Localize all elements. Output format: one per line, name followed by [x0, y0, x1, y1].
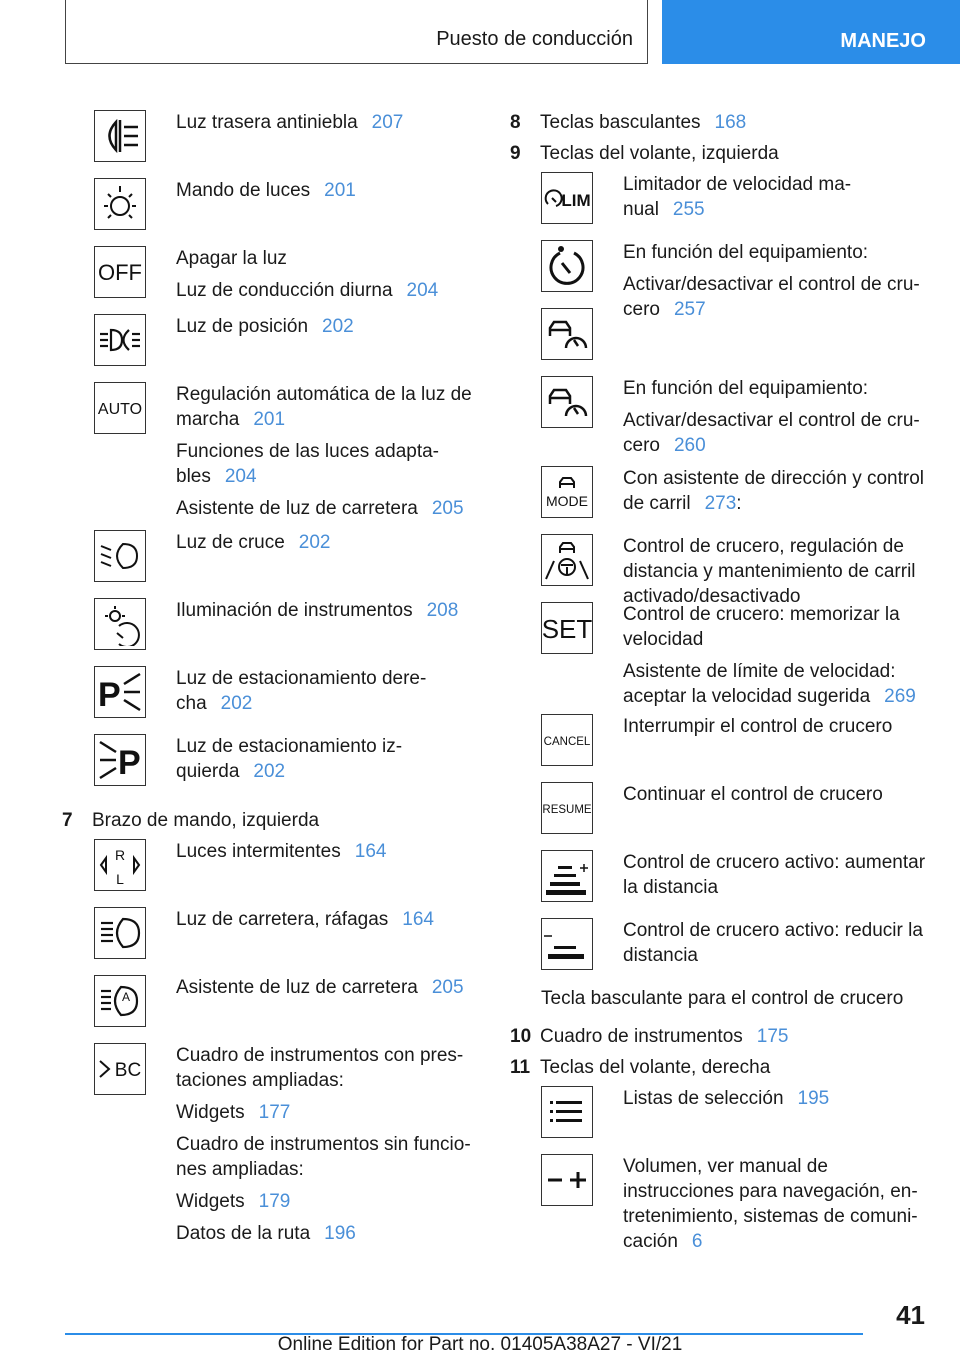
- list-item: [62, 178, 487, 246]
- item-label: Widgets: [176, 1191, 245, 1212]
- item-number: 11: [510, 1057, 531, 1078]
- rear-fog-light-icon: [94, 110, 146, 162]
- item-label: nual: [623, 199, 659, 220]
- list-item: MODE Con asistente de dirección y control de carril 273:: [510, 466, 940, 534]
- mode-icon: [541, 466, 593, 518]
- bc-icon: [94, 1043, 146, 1095]
- lane-keeping-icon: [541, 534, 593, 586]
- item-label: Luz trasera antiniebla: [176, 112, 358, 133]
- resume-icon: [541, 782, 593, 834]
- list-item: [510, 850, 940, 918]
- item-label: cación: [623, 1231, 678, 1252]
- list-item: [510, 714, 940, 782]
- page-reference-link[interactable]: 257: [673, 299, 706, 320]
- item-label: distancia y mantenimiento de carril: [623, 561, 916, 582]
- item-label: distancia: [623, 945, 698, 966]
- item-label: Continuar el control de crucero: [623, 784, 883, 805]
- cancel-icon: [541, 714, 593, 766]
- list-item: [510, 110, 940, 135]
- list-item: [62, 530, 487, 598]
- item-label: Luz de estacionamiento iz-quierda: [176, 736, 403, 782]
- list-item: [510, 602, 940, 714]
- item-label: Asistente de luz de carretera: [176, 977, 418, 998]
- page-reference-link[interactable]: 202: [220, 693, 253, 714]
- list-item: [510, 782, 940, 850]
- list-item: [510, 1024, 940, 1049]
- list-item: [62, 839, 487, 907]
- page-reference-link[interactable]: 168: [714, 112, 747, 133]
- rocker-caption: Tecla basculante para el control de crucero: [541, 988, 904, 1009]
- left-column: [62, 110, 487, 1253]
- icon-text: MODE: [546, 493, 588, 509]
- list-item: [510, 141, 940, 166]
- item-label: Luz de conducción diurna: [176, 280, 393, 301]
- item-label: Iluminación de instrumentos: [176, 600, 413, 621]
- item-label: cero: [623, 435, 660, 456]
- item-label: tretenimiento, sistemas de comuni-: [623, 1206, 918, 1227]
- list-item: [510, 918, 940, 976]
- item-label: Listas de selección: [623, 1088, 784, 1109]
- item-number: 10: [510, 1026, 532, 1047]
- chapter-tab: MANEJO: [662, 0, 960, 64]
- off-icon: [94, 246, 146, 298]
- parking-light-left-icon: [94, 734, 146, 786]
- page-reference-link[interactable]: 164: [354, 841, 387, 862]
- item-label: Teclas basculantes: [540, 112, 701, 133]
- page-reference-link[interactable]: 201: [253, 409, 286, 430]
- item-label: la distancia: [623, 877, 719, 898]
- low-beam-icon: [94, 530, 146, 582]
- page-reference-link[interactable]: 208: [426, 600, 459, 621]
- auto-icon: [94, 382, 146, 434]
- item-label: Asistente de límite de velocidad:: [623, 661, 896, 682]
- list-item: [62, 382, 487, 530]
- set-icon: [541, 602, 593, 654]
- list-item: [510, 1086, 940, 1154]
- instrument-lighting-icon: [94, 598, 146, 650]
- light-switch-icon: [94, 178, 146, 230]
- item-label: Regulación automática de la luz de marcha: [176, 384, 472, 430]
- list-item: [510, 1154, 940, 1254]
- high-beam-icon: [94, 907, 146, 959]
- item-label: Asistente de luz de carretera: [176, 498, 418, 519]
- page-reference-link[interactable]: 204: [406, 280, 439, 301]
- list-item: [510, 1055, 940, 1080]
- page-reference-link[interactable]: 201: [324, 180, 356, 201]
- item-number: 7: [62, 810, 73, 831]
- page-reference-link[interactable]: 205: [431, 498, 464, 519]
- svg-text:P: P: [118, 744, 141, 782]
- right-column: [510, 110, 940, 1254]
- parking-light-right-icon: [94, 666, 146, 718]
- item-label: Teclas del volante, derecha: [540, 1057, 771, 1078]
- list-item: [62, 246, 487, 314]
- item-label: Control de crucero activo: aumentar: [623, 852, 926, 873]
- icon-text: A: [121, 990, 131, 1004]
- item-label: cero: [623, 299, 660, 320]
- item-number: 9: [510, 143, 521, 164]
- page-reference-link[interactable]: 205: [431, 977, 464, 998]
- page-reference-link[interactable]: 204: [224, 466, 257, 487]
- turn-signal-icon: [94, 839, 146, 891]
- list-item: [510, 534, 940, 607]
- item-label: Cuadro de instrumentos con pres-taciones ampliadas:: [176, 1045, 464, 1091]
- page-reference-link[interactable]: 202: [298, 532, 331, 553]
- cruise-control-icon: [541, 240, 593, 292]
- item-label: Apagar la luz: [176, 248, 287, 269]
- icon-text: LIM: [561, 191, 591, 210]
- item-label: Activar/desactivar el control de cru-: [623, 410, 920, 431]
- item-label: Control de crucero, regulación de: [623, 536, 904, 557]
- icon-text: BC: [114, 1060, 142, 1081]
- item-label: velocidad: [623, 629, 704, 650]
- list-item: [510, 240, 940, 320]
- item-label: Volumen, ver manual de: [623, 1156, 828, 1177]
- page-reference-link[interactable]: 269: [884, 686, 916, 707]
- list-item: [62, 808, 487, 833]
- icon-text: CANCEL: [543, 736, 591, 748]
- item-label: Teclas del volante, izquierda: [540, 143, 779, 164]
- list-item: [62, 666, 487, 734]
- list-item: [62, 734, 487, 808]
- active-cruise-icon: [541, 376, 593, 428]
- item-label: Funciones de las luces adapta-bles: [176, 441, 439, 487]
- item-label: Brazo de mando, izquierda: [92, 810, 320, 831]
- icon-text: AUTO: [97, 401, 143, 418]
- page-reference-link[interactable]: 6: [691, 1231, 703, 1252]
- list-item: [62, 907, 487, 975]
- icon-text: L: [116, 871, 124, 887]
- item-label: de carril: [623, 493, 691, 514]
- list-item: [510, 376, 940, 466]
- item-label: Cuadro de instrumentos sin funcio-nes ampliadas:: [176, 1134, 471, 1180]
- list-item: [62, 314, 487, 382]
- volume-icon: [541, 1154, 593, 1206]
- page-reference-link[interactable]: 260: [673, 435, 706, 456]
- icon-text: SET: [542, 614, 592, 644]
- item-label: Cuadro de instrumentos: [540, 1026, 743, 1047]
- page-reference-link[interactable]: 175: [756, 1026, 789, 1047]
- item-label: Activar/desactivar el control de cru-: [623, 274, 920, 295]
- svg-text:P: P: [98, 676, 121, 714]
- item-label: En función del equipamiento:: [623, 378, 869, 399]
- item-label: instrucciones para navegación, en-: [623, 1181, 918, 1202]
- page-reference-link[interactable]: 196: [324, 1223, 356, 1244]
- item-number: 8: [510, 112, 521, 133]
- selection-list-icon: [541, 1086, 593, 1138]
- item-label: Con asistente de dirección y control: [623, 468, 924, 489]
- item-label: Luz de estacionamiento dere-cha: [176, 668, 427, 714]
- list-item: [62, 975, 487, 1043]
- item-label: Control de crucero activo: reducir la: [623, 920, 923, 941]
- item-label: aceptar la velocidad sugerida: [623, 686, 871, 707]
- page-reference-link[interactable]: 202: [253, 761, 286, 782]
- list-item: [62, 110, 487, 178]
- item-label: Luz de carretera, ráfagas: [176, 909, 389, 930]
- distance-decrease-icon: [541, 918, 593, 970]
- item-label: En función del equipamiento:: [623, 242, 869, 263]
- page-reference-link[interactable]: 164: [402, 909, 434, 930]
- parking-lights-icon: [94, 314, 146, 366]
- list-item: [62, 598, 487, 666]
- page-reference-link[interactable]: 273: [704, 493, 737, 514]
- page-reference-link[interactable]: 195: [797, 1088, 830, 1109]
- item-label: Luces intermitentes: [176, 841, 341, 862]
- item-label: Datos de la ruta: [176, 1223, 311, 1244]
- item-label: Interrumpir el control de crucero: [623, 716, 893, 737]
- page-number: 41: [896, 1300, 925, 1330]
- item-label: Limitador de velocidad ma-: [623, 174, 852, 195]
- item-label: Mando de luces: [176, 180, 311, 201]
- item-label: activado/desactivado: [623, 586, 801, 607]
- icon-text: OFF: [98, 260, 142, 285]
- page-reference-link[interactable]: 255: [672, 199, 705, 220]
- icon-text: RESUME: [542, 804, 592, 816]
- item-label: Widgets: [176, 1102, 245, 1123]
- page-reference-link[interactable]: 177: [258, 1102, 291, 1123]
- distance-increase-icon: [541, 850, 593, 902]
- item-label: Luz de cruce: [176, 532, 285, 553]
- page-reference-link[interactable]: 202: [322, 316, 354, 337]
- list-item: [62, 1043, 487, 1253]
- icon-text: R: [114, 847, 126, 863]
- page-reference-link[interactable]: 179: [258, 1191, 291, 1212]
- high-beam-assist-icon: [94, 975, 146, 1027]
- speed-limiter-icon: [541, 172, 593, 224]
- item-label: Luz de posición: [176, 316, 309, 337]
- footer-edition: Online Edition for Part no. 01405A38A27 - VI/21: [277, 1334, 683, 1355]
- page-reference-link[interactable]: 207: [371, 112, 404, 133]
- cruise-distance-icon: [541, 308, 593, 360]
- list-item: [510, 172, 940, 240]
- item-label: Control de crucero: memorizar la: [623, 604, 900, 625]
- section-title: Puesto de conducción: [436, 28, 633, 50]
